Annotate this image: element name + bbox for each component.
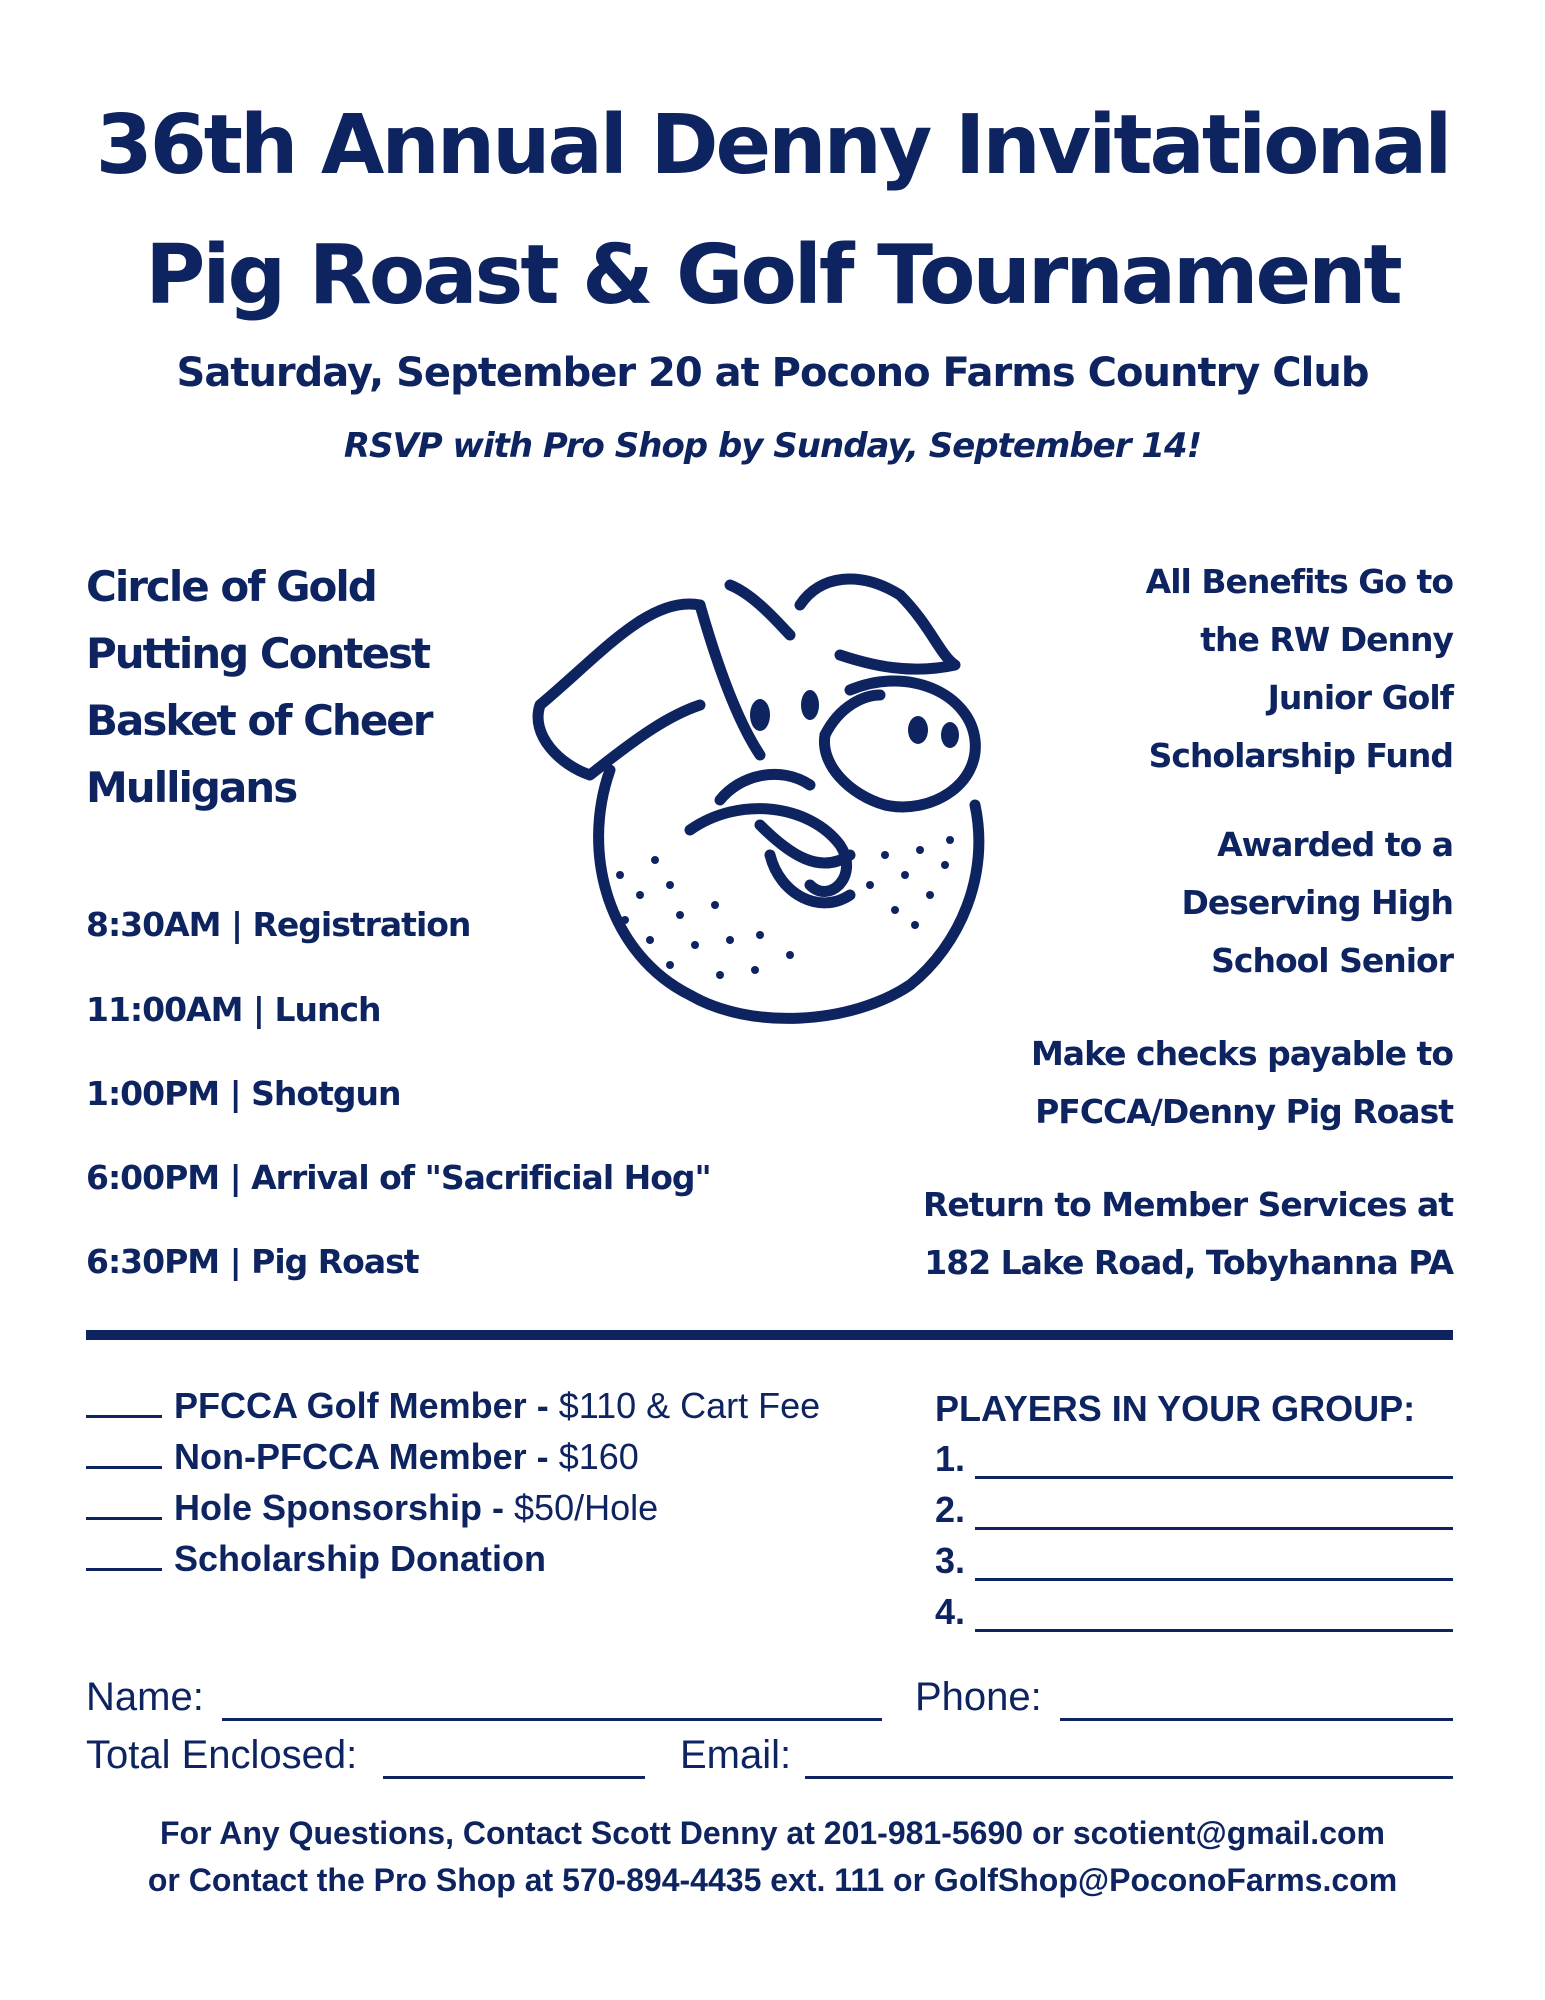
benefits-line: Scholarship Fund — [1148, 736, 1453, 775]
checkbox-blank[interactable] — [86, 1534, 162, 1571]
title-line-1: 36th Annual Denny Invitational — [95, 98, 1450, 193]
schedule-item: 6:30PM | Pig Roast — [86, 1242, 419, 1281]
option-price: $160 — [558, 1436, 639, 1477]
player-field-4[interactable] — [935, 1591, 965, 1633]
option-scholarship-donation[interactable] — [86, 1533, 546, 1584]
email-input[interactable] — [805, 1776, 1453, 1779]
checks-line: PFCCA/Denny Pig Roast — [1035, 1092, 1453, 1131]
name-input[interactable] — [222, 1718, 882, 1721]
checkbox-blank[interactable] — [86, 1483, 162, 1520]
player-field-2[interactable] — [935, 1489, 965, 1531]
benefits-line: All Benefits Go to — [1145, 562, 1453, 601]
divider — [86, 1330, 1453, 1340]
schedule-item: 8:30AM | Registration — [86, 905, 471, 944]
name-label: Name: — [86, 1675, 204, 1719]
benefits-line: the RW Denny — [1200, 620, 1453, 659]
return-block — [923, 1176, 1453, 1292]
checks-line: Make checks payable to — [1030, 1034, 1453, 1073]
checks-block — [1031, 1025, 1453, 1141]
player-field-3[interactable] — [935, 1540, 965, 1582]
schedule-item: 1:00PM | Shotgun — [86, 1074, 401, 1113]
awarded-line: School Senior — [1211, 941, 1453, 980]
rsvp-notice: RSVP with Pro Shop by Sunday, September 14! — [343, 426, 1202, 466]
awarded-line: Awarded to a — [1217, 825, 1453, 864]
schedule-item: 11:00AM | Lunch — [86, 990, 381, 1029]
feature-item: Mulligans — [86, 763, 297, 812]
contact-line-2: or Contact the Pro Shop at 570-894-4435 ext. 111 or GolfShop@PoconoFarms.com — [147, 1862, 1398, 1898]
option-non-member[interactable] — [86, 1431, 639, 1482]
event-date-location: Saturday, September 20 at Pocono Farms Country Club — [176, 350, 1369, 396]
player-number: 2. — [935, 1489, 966, 1530]
total-enclosed-input[interactable] — [383, 1776, 645, 1779]
benefits-line: Junior Golf — [1267, 678, 1453, 717]
pig-face-icon — [520, 555, 1020, 1045]
player-number: 3. — [935, 1540, 966, 1581]
player-number: 4. — [935, 1591, 966, 1632]
feature-item: Putting Contest — [86, 629, 430, 678]
checkbox-blank[interactable] — [86, 1381, 162, 1418]
awarded-line: Deserving High — [1181, 883, 1453, 922]
option-label: Hole Sponsorship - — [174, 1487, 505, 1528]
return-line: Return to Member Services at — [923, 1185, 1453, 1224]
option-label: PFCCA Golf Member - — [174, 1385, 549, 1426]
total-enclosed-label: Total Enclosed: — [86, 1733, 358, 1777]
contact-line-1: For Any Questions, Contact Scott Denny at 201-981-5690 or scotient@gmail.com — [160, 1815, 1385, 1851]
option-price: $110 & Cart Fee — [558, 1385, 821, 1426]
benefits-block — [1146, 553, 1453, 785]
option-hole-sponsorship[interactable] — [86, 1482, 658, 1533]
awarded-block — [1181, 816, 1453, 990]
title-line-2: Pig Roast & Golf Tournament — [145, 228, 1400, 323]
feature-item: Circle of Gold — [86, 562, 376, 611]
player-field-1[interactable] — [935, 1438, 965, 1480]
schedule-item: 6:00PM | Arrival of "Sacrificial Hog" — [86, 1158, 711, 1197]
players-heading: PLAYERS IN YOUR GROUP: — [935, 1388, 1416, 1429]
option-price: $50/Hole — [514, 1487, 659, 1528]
feature-item: Basket of Cheer — [86, 696, 432, 745]
features-list — [86, 553, 432, 821]
phone-input[interactable] — [1060, 1718, 1453, 1721]
player-number: 1. — [935, 1438, 966, 1479]
option-golf-member[interactable] — [86, 1380, 820, 1431]
email-label: Email: — [680, 1733, 792, 1777]
checkbox-blank[interactable] — [86, 1432, 162, 1469]
option-label: Scholarship Donation — [174, 1538, 547, 1579]
option-label: Non-PFCCA Member - — [174, 1436, 549, 1477]
return-line: 182 Lake Road, Tobyhanna PA — [924, 1243, 1453, 1282]
phone-label: Phone: — [915, 1675, 1042, 1719]
